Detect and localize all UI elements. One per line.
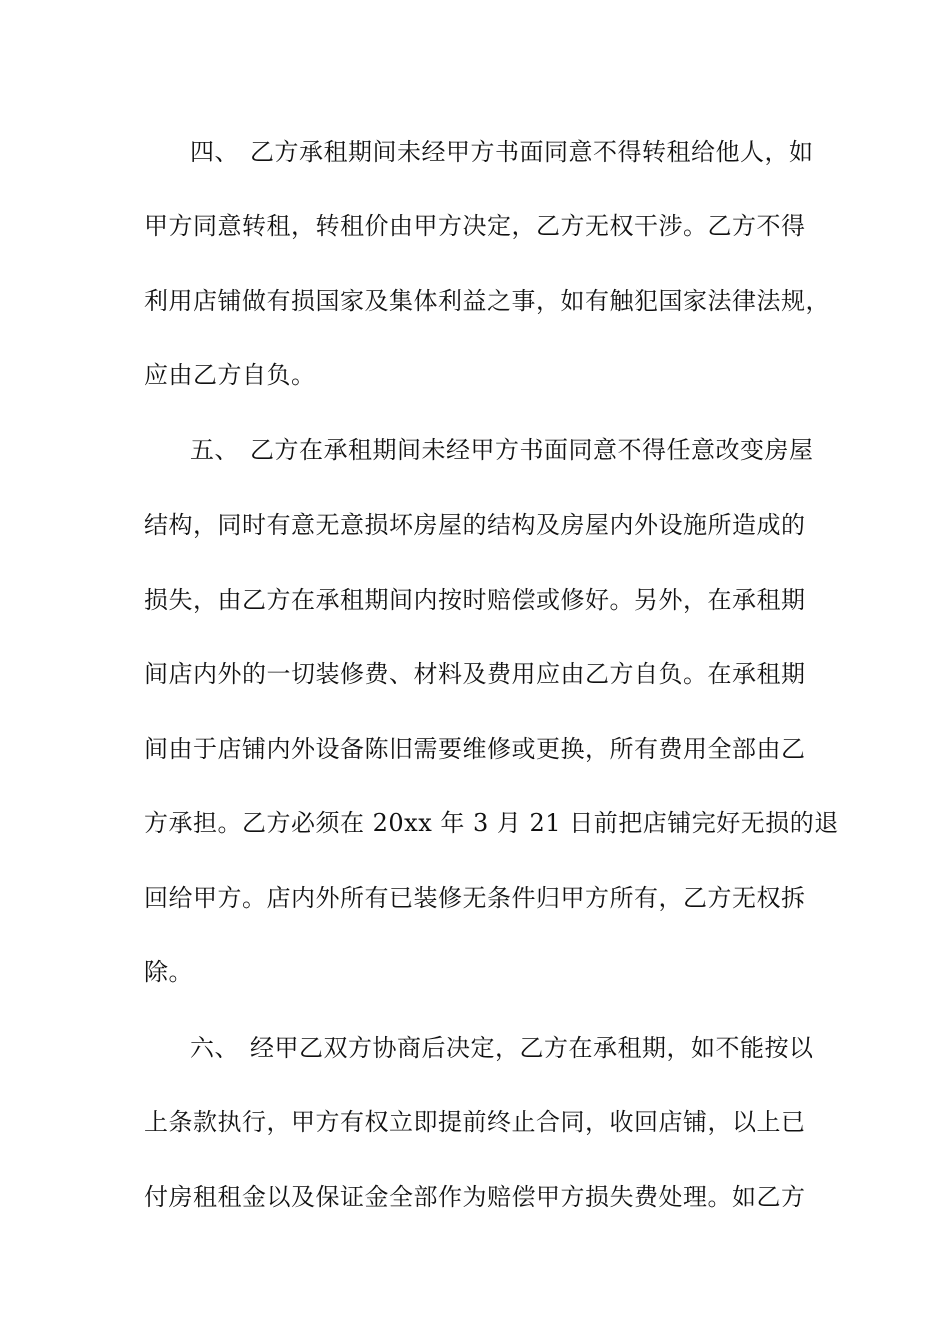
section-4-number: 四、 bbox=[190, 138, 239, 166]
section-5-line-8: 除。 bbox=[144, 958, 193, 986]
section-5-line-1 bbox=[190, 430, 814, 470]
section-4-line-2: 甲方同意转租，转租价由甲方决定，乙方无权干涉。乙方不得 bbox=[144, 212, 806, 240]
section-4-line-4: 应由乙方自负。 bbox=[144, 361, 316, 389]
section-5-text: 乙方在承租期间未经甲方书面同意不得任意改变房屋 bbox=[250, 436, 814, 464]
section-5-line-4: 间店内外的一切装修费、材料及费用应由乙方自负。在承租期 bbox=[144, 660, 806, 688]
section-4-line-3: 利用店铺做有损国家及集体利益之事，如有触犯国家法律法规， bbox=[144, 287, 830, 315]
section-6-number: 六、 bbox=[190, 1034, 239, 1062]
section-6-line-2: 上条款执行，甲方有权立即提前终止合同，收回店铺，以上已 bbox=[144, 1108, 806, 1136]
section-5-line-6: 方承担。乙方必须在 20xx 年 3 月 21 日前把店铺完好无损的退 bbox=[144, 809, 839, 837]
section-5-line-5: 间由于店铺内外设备陈旧需要维修或更换，所有费用全部由乙 bbox=[144, 735, 806, 763]
section-6-text: 经甲乙双方协商后决定，乙方在承租期，如不能按以 bbox=[250, 1034, 814, 1062]
section-5-line-3: 损失，由乙方在承租期间内按时赔偿或修好。另外，在承租期 bbox=[144, 586, 806, 614]
section-4-text: 乙方承租期间未经甲方书面同意不得转租给他人，如 bbox=[250, 138, 814, 166]
section-6-line-3: 付房租租金以及保证金全部作为赔偿甲方损失费处理。如乙方 bbox=[144, 1183, 806, 1211]
section-5-line-2: 结构，同时有意无意损坏房屋的结构及房屋内外设施所造成的 bbox=[144, 511, 806, 539]
section-5-number: 五、 bbox=[190, 436, 239, 464]
section-5-line-7: 回给甲方。店内外所有已装修无条件归甲方所有，乙方无权拆 bbox=[144, 884, 806, 912]
section-4-line-1 bbox=[190, 132, 814, 172]
section-6-line-1 bbox=[190, 1028, 814, 1068]
